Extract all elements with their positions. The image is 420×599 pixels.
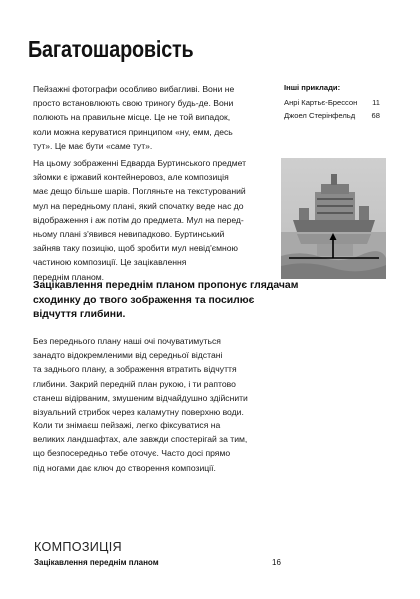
text-line: зайняв таку позицію, щоб зробити мул невід'ємною	[33, 243, 239, 254]
page-title: Багатошаровість	[28, 36, 194, 62]
paragraph-foreground	[33, 334, 275, 419]
ship-photo	[281, 158, 386, 279]
pull-quote-line: відчуття глибини.	[33, 309, 126, 320]
text-line: станеш відірваним, змушеним відчайдушно здійснити	[33, 392, 248, 403]
text-line: має дещо більше шарів. Погляньте на текстурований	[33, 186, 246, 197]
paragraph-landscapes	[33, 418, 275, 475]
text-line: полюють на правильне місце. Це не той випадок,	[33, 112, 231, 123]
sidebar-heading: Інші приклади:	[284, 83, 341, 92]
text-line: Без переднього плану наші очі почуватимуться	[33, 336, 221, 346]
text-line: під ногами дає ключ до створення композиції.	[33, 462, 216, 473]
pull-quote-line: сходинку до твого зображення та посилює	[33, 294, 255, 306]
text-line: що безпосередньо тебе оточує. Часто досі прямо	[33, 448, 231, 459]
example-name: Анрі Картьє-Брессон	[284, 98, 358, 107]
text-line: тут». Це має бути «саме тут».	[33, 140, 153, 151]
sidebar-example-item	[284, 111, 380, 121]
text-line: глибини. Закрий передній план рукою, і ти раптово	[33, 378, 236, 389]
text-line: відображення і аж потім до предмета. Мул на перед-	[33, 214, 244, 225]
text-line: та заднього плану, а зображення втратить відчуття	[33, 364, 237, 375]
text-line: Коли ти знімаєш пейзажі, легко фіксуватися на	[33, 420, 221, 430]
footer-subsection-title: Зацікавлення переднім планом	[34, 558, 159, 567]
text-line: На цьому зображенні Едварда Буртинського предмет	[33, 158, 247, 168]
text-line: занадто відокремленими від середньої відстані	[33, 350, 223, 361]
text-line: просто встановлюють свою триногу будь-де. Вони	[33, 98, 234, 109]
text-line: зйомки є іржавий контейнеровоз, але композиція	[33, 172, 229, 183]
sidebar-example-item	[284, 98, 380, 108]
paragraph-intro	[33, 82, 275, 153]
example-page-number: 11	[372, 98, 380, 107]
text-line: ньому плані з'явився невипадково. Буртинський	[33, 229, 225, 240]
text-line: Пейзажні фотографи особливо вибагливі. Вони не	[33, 84, 235, 94]
text-line: великих ландшафтах, але завжди спостерігай за тим,	[33, 434, 248, 445]
text-line: мул на передньому плані, який спочатку веде нас до	[33, 200, 244, 211]
example-page-number: 68	[371, 111, 380, 120]
pull-quote-line: Зацікавлення переднім планом пропонує глядачам	[33, 280, 299, 291]
paragraph-burtynsky	[33, 156, 275, 284]
footer-section-title: КОМПОЗИЦІЯ	[34, 540, 122, 554]
text-line: візуальний стрибок через каламутну поверхню води.	[33, 407, 244, 418]
example-name: Джоел Стерінфельд	[284, 111, 356, 120]
text-line: частиною композиції. Це зацікавлення	[33, 257, 187, 268]
text-line: коли можна керуватися принципом «ну, емм, десь	[33, 126, 233, 137]
text-line: переднім планом.	[33, 271, 105, 282]
pull-quote	[33, 279, 299, 323]
page-number: 16	[272, 558, 281, 567]
